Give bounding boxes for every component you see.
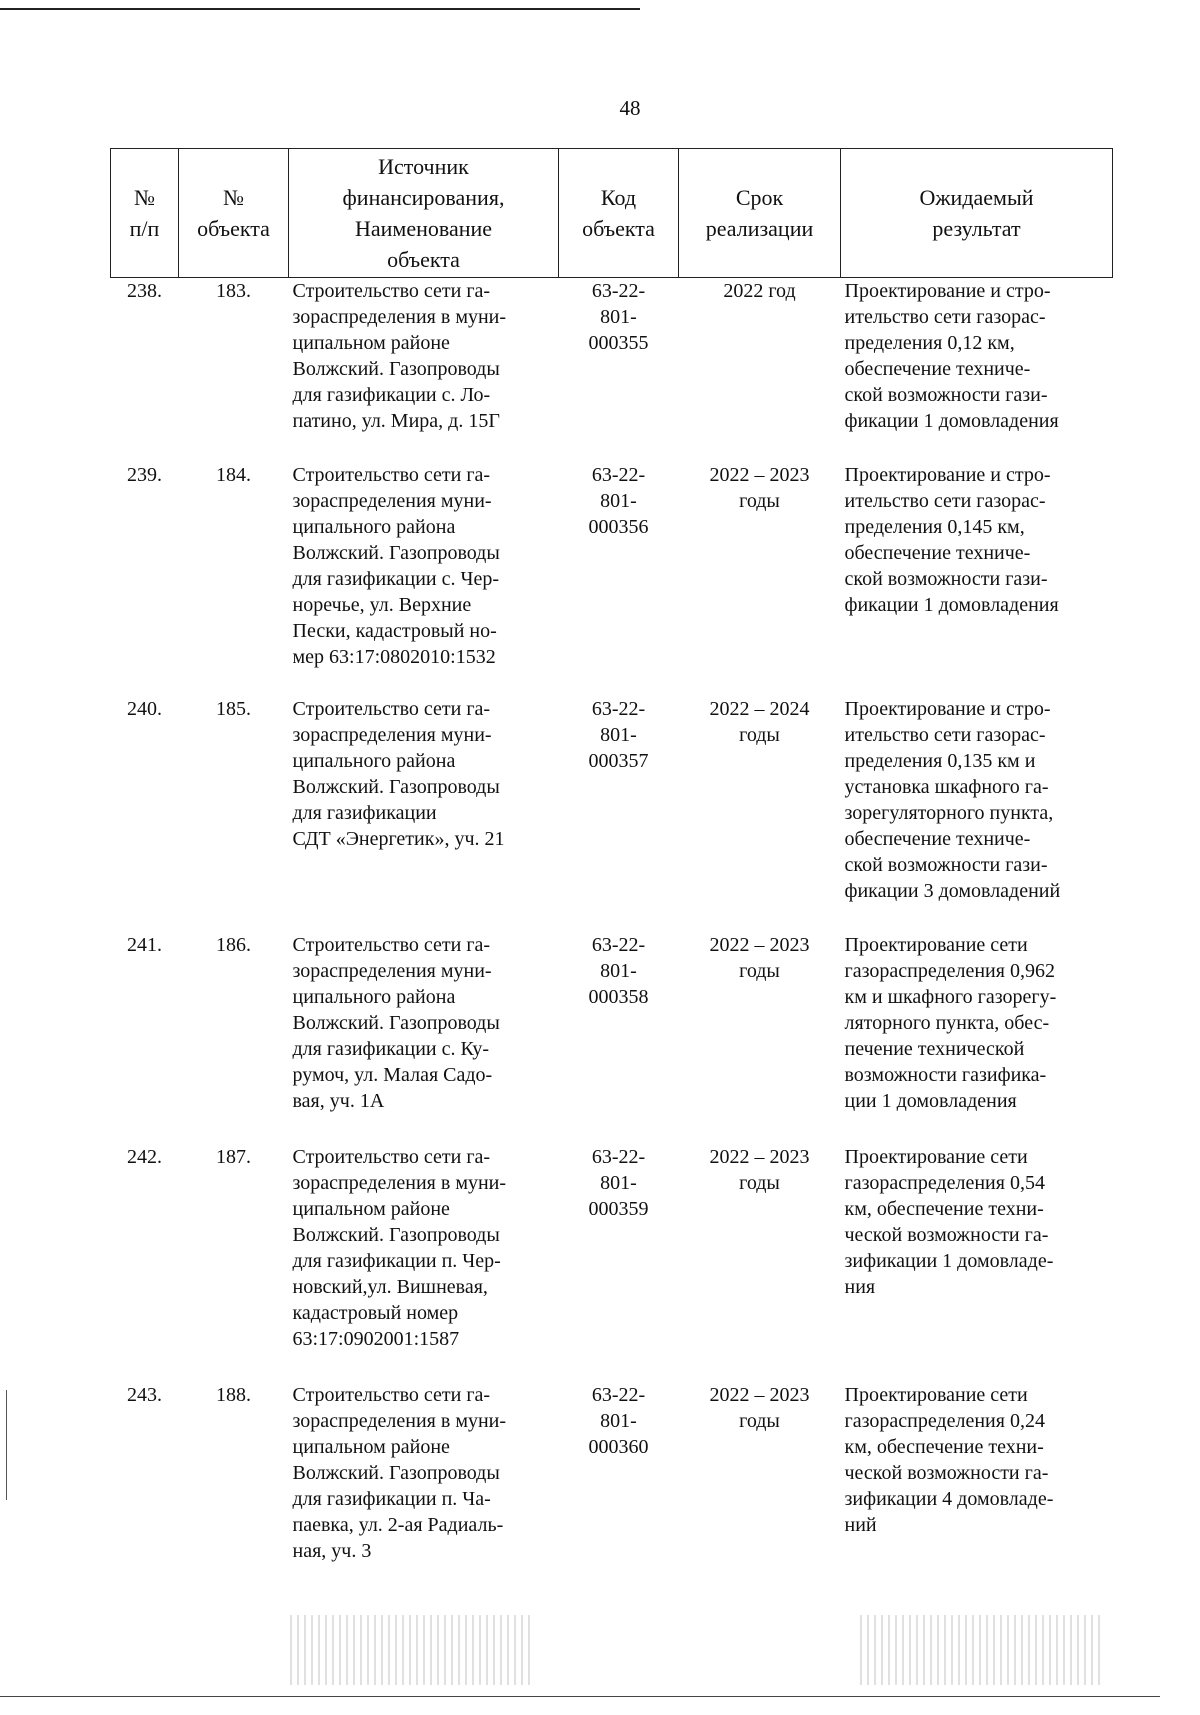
cell-result: Проектирование сети газораспределения 0,24 км, обеспечение техни- ческой возможности га- зификации 4 домовладе- ний bbox=[844, 1384, 1054, 1536]
table-row bbox=[111, 1382, 1113, 1592]
cell-name: Строительство сети га- зораспределения муни- ципального района Волжский. Газопроводы для газификации с. Ку- румоч, ул. Малая Садо- вая, уч. 1А bbox=[292, 934, 500, 1112]
cell-num-object: 187. bbox=[216, 1146, 251, 1168]
cell-name: Строительство сети га- зораспределения в муни- ципальном районе Волжский. Газопроводы для газификации п. Чер- новский,ул. Вишневая, кадастровый номер 63:17:0902001:1587 bbox=[292, 1146, 507, 1350]
cell-name: Строительство сети га- зораспределения муни- ципального района Волжский. Газопроводы для газификации СДТ «Энергетик», уч. 21 bbox=[292, 698, 505, 850]
scan-noise bbox=[290, 1615, 530, 1685]
scan-edge-left bbox=[6, 1390, 7, 1500]
cell-num-pp: 238. bbox=[127, 280, 162, 302]
cell-code: 63-22- 801- 000359 bbox=[588, 1146, 649, 1220]
cell-result: Проектирование сети газораспределения 0,962 км и шкафного газорегу- ляторного пункта, обес- печение технической возможности газифика- ции 1 домовладения bbox=[844, 934, 1057, 1112]
header-result: Ожидаемый результат bbox=[841, 149, 1113, 278]
cell-term: 2022 – 2023 годы bbox=[709, 464, 810, 512]
table-row bbox=[111, 462, 1113, 696]
cell-result: Проектирование и стро- ительство сети газорас- пределения 0,145 км, обеспечение техниче- ской возможности гази- фикации 1 домовладения bbox=[844, 464, 1059, 616]
scan-noise bbox=[860, 1615, 1100, 1685]
cell-term: 2022 – 2023 годы bbox=[709, 934, 810, 982]
page-number: 48 bbox=[619, 96, 641, 120]
cell-name: Строительство сети га- зораспределения в муни- ципальном районе Волжский. Газопроводы для газификации п. Ча- паевка, ул. 2-ая Радиаль- ная, уч. 3 bbox=[292, 1384, 507, 1562]
cell-num-object: 183. bbox=[216, 280, 251, 302]
cell-result: Проектирование и стро- ительство сети газорас- пределения 0,135 км и установка шкафного га- зорегуляторного пункта, обеспечение техниче- ской возможности гази- фикации 3 домовладений bbox=[844, 698, 1061, 902]
cell-term: 2022 – 2024 годы bbox=[709, 698, 810, 746]
cell-code: 63-22- 801- 000357 bbox=[588, 698, 649, 772]
cell-code: 63-22- 801- 000358 bbox=[588, 934, 649, 1008]
cell-num-object: 188. bbox=[216, 1384, 251, 1406]
cell-term: 2022 – 2023 годы bbox=[709, 1146, 810, 1194]
header-term: Срок реализации bbox=[679, 149, 841, 278]
header-source: Источник финансирования, Наименование объекта bbox=[289, 149, 559, 278]
cell-result: Проектирование и стро- ительство сети газорас- пределения 0,12 км, обеспечение техниче- ской возможности гази- фикации 1 домовладения bbox=[844, 280, 1059, 432]
cell-num-pp: 240. bbox=[127, 698, 162, 720]
header-code: Код объекта bbox=[559, 149, 679, 278]
cell-num-pp: 239. bbox=[127, 464, 162, 486]
cell-term: 2022 – 2023 годы bbox=[709, 1384, 810, 1432]
header-num-object: № объекта bbox=[179, 149, 289, 278]
cell-code: 63-22- 801- 000356 bbox=[588, 464, 649, 538]
table-row bbox=[111, 932, 1113, 1144]
scan-edge-bottom bbox=[0, 1696, 1160, 1697]
cell-name: Строительство сети га- зораспределения муни- ципального района Волжский. Газопроводы для газификации с. Чер- норечье, ул. Верхние Пески, кадастровый но- мер 63:17:0802010:1532 bbox=[292, 464, 500, 668]
table-row bbox=[111, 1144, 1113, 1382]
cell-num-object: 186. bbox=[216, 934, 251, 956]
objects-table bbox=[110, 148, 1113, 1592]
cell-num-pp: 243. bbox=[127, 1384, 162, 1406]
cell-code: 63-22- 801- 000360 bbox=[588, 1384, 649, 1458]
cell-code: 63-22- 801- 000355 bbox=[588, 280, 649, 354]
cell-result: Проектирование сети газораспределения 0,54 км, обеспечение техни- ческой возможности га- зификации 1 домовладе- ния bbox=[844, 1146, 1054, 1298]
table-row bbox=[111, 278, 1113, 463]
cell-num-object: 185. bbox=[216, 698, 251, 720]
cell-num-pp: 241. bbox=[127, 934, 162, 956]
table-row bbox=[111, 696, 1113, 932]
header-num-pp: № п/п bbox=[111, 149, 179, 278]
cell-name: Строительство сети га- зораспределения в муни- ципальном районе Волжский. Газопроводы для газификации с. Ло- патино, ул. Мира, д. 15Г bbox=[292, 280, 507, 432]
cell-num-pp: 242. bbox=[127, 1146, 162, 1168]
table-header bbox=[111, 149, 1113, 278]
cell-num-object: 184. bbox=[216, 464, 251, 486]
scan-edge-top bbox=[0, 8, 640, 10]
cell-term: 2022 год bbox=[723, 280, 796, 302]
